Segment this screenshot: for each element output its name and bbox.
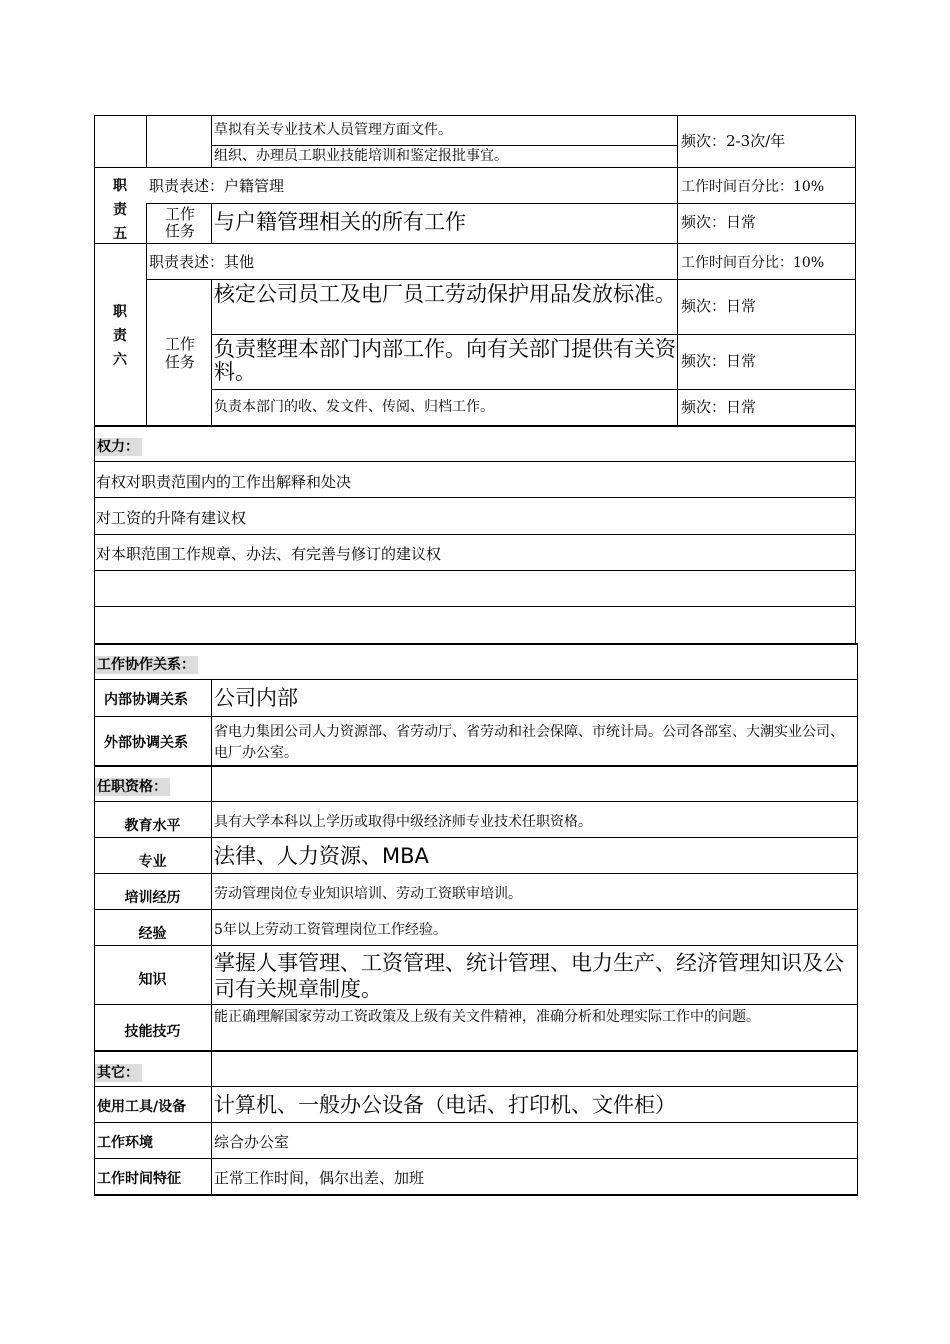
major-value: 法律、人力资源、MBA (214, 844, 429, 868)
duty6-frequency-3: 频次：日常 (681, 398, 757, 416)
col-sep (211, 680, 212, 1194)
external-label: 外部协调关系 (104, 735, 188, 751)
environment-value: 综合办公室 (214, 1133, 290, 1151)
row-line (146, 203, 856, 204)
col-sep (211, 279, 212, 425)
skills-value: 能正确理解国家劳动工资政策及上级有关文件精神，准确分析和处理实际工作中的问题。 (214, 1009, 760, 1025)
power-item: 对本职范围工作规章、办法、有完善与修订的建议权 (96, 545, 442, 563)
duty6-frequency-1: 频次：日常 (681, 297, 757, 315)
task-text: 草拟有关专业技术人员管理方面文件。 (214, 122, 452, 138)
row-line (94, 837, 858, 838)
duty5-time-percent: 工作时间百分比：10% (681, 179, 825, 195)
row-line (94, 461, 856, 462)
table-right-border (855, 115, 856, 645)
row-line (94, 945, 858, 946)
row-line (94, 606, 856, 607)
power-item: 对工资的升降有建议权 (96, 509, 247, 527)
row-line (94, 243, 856, 244)
frequency-text: 频次：2-3次/年 (681, 132, 786, 150)
col-sep (211, 115, 212, 167)
row-line (94, 679, 858, 680)
other-section-title: 其它： (95, 1064, 142, 1082)
experience-label: 经验 (138, 926, 167, 942)
row-line (94, 497, 856, 498)
col-sep (146, 243, 147, 425)
duty5-label: 职 责 五 (113, 178, 127, 242)
experience-value: 5年以上劳动工资管理岗位工作经验。 (214, 922, 447, 938)
qualification-section-title: 任职资格： (95, 778, 170, 796)
row-line (94, 425, 856, 427)
education-label: 教育水平 (124, 818, 181, 834)
row-line (94, 570, 856, 571)
col-sep (146, 203, 147, 243)
work-time-value: 正常工作时间，偶尔出差、加班 (214, 1169, 425, 1187)
tools-label: 使用工具/设备 (97, 1099, 187, 1115)
task-text: 组织、办理员工职业技能培训和鉴定报批事宜。 (214, 148, 508, 164)
cooperation-section-title: 工作协作关系： (95, 656, 198, 674)
knowledge-value: 掌握人事管理、工资管理、统计管理、电力生产、经济管理知识及公司有关规章制度。 (214, 951, 844, 1001)
training-label: 培训经历 (124, 890, 181, 906)
work-time-label: 工作时间特征 (97, 1171, 181, 1187)
major-label: 专业 (138, 854, 167, 870)
col-sep (146, 115, 147, 167)
environment-label: 工作环境 (97, 1135, 153, 1151)
duty5-task: 与户籍管理相关的所有工作 (214, 210, 466, 234)
row-line (211, 145, 677, 146)
internal-value: 公司内部 (214, 686, 298, 710)
table-right-border-lower (857, 643, 858, 1196)
duty5-description: 职责表述：户籍管理 (149, 177, 285, 195)
row-line (94, 115, 856, 116)
tools-value: 计算机、一般办公设备（电话、打印机、文件柜） (214, 1093, 676, 1117)
row-line (94, 1086, 858, 1087)
duty6-task-3: 负责本部门的收、发文件、传阅、归档工作。 (214, 399, 494, 415)
row-line (211, 389, 856, 390)
row-line (94, 1194, 858, 1196)
row-line (94, 167, 856, 168)
row-line (94, 1050, 858, 1052)
row-line (146, 279, 856, 280)
power-item: 有权对职责范围内的工作出解释和处决 (96, 473, 352, 491)
row-line (94, 1158, 858, 1159)
internal-label: 内部协调关系 (104, 692, 188, 708)
duty6-label: 职 责 六 (113, 304, 127, 368)
duty6-time-percent: 工作时间百分比：10% (681, 255, 825, 271)
duty6-task-2: 负责整理本部门内部工作。向有关部门提供有关资料。 (214, 337, 676, 384)
row-line (94, 765, 858, 767)
col-sep (211, 203, 212, 243)
education-value: 具有大学本科以上学历或取得中级经济师专业技术任职资格。 (214, 814, 592, 830)
row-line (94, 801, 858, 802)
duty6-frequency-2: 频次：日常 (681, 352, 757, 370)
row-line (94, 643, 858, 645)
row-line (94, 909, 858, 910)
skills-label: 技能技巧 (124, 1024, 181, 1040)
row-line (94, 1122, 858, 1123)
row-line (94, 1004, 858, 1005)
power-section-title: 权力： (95, 438, 142, 456)
row-line (94, 716, 858, 717)
duty6-task-label: 工作 任务 (164, 335, 195, 371)
row-line (211, 334, 856, 335)
training-value: 劳动管理岗位专业知识培训、劳动工资联审培训。 (214, 886, 522, 902)
external-value: 省电力集团公司人力资源部、省劳动厅、省劳动和社会保障、市统计局。公司各部室、大潮实业公司、电厂办公室。 (214, 724, 844, 761)
duty5-frequency: 频次：日常 (681, 213, 757, 231)
duty6-description: 职责表述：其他 (149, 253, 255, 271)
knowledge-label: 知识 (138, 972, 167, 988)
row-line (94, 873, 858, 874)
duty6-task-1: 核定公司员工及电厂员工劳动保护用品发放标准。 (214, 282, 676, 306)
row-line (94, 534, 856, 535)
duty5-task-label: 工作 任务 (164, 205, 195, 240)
